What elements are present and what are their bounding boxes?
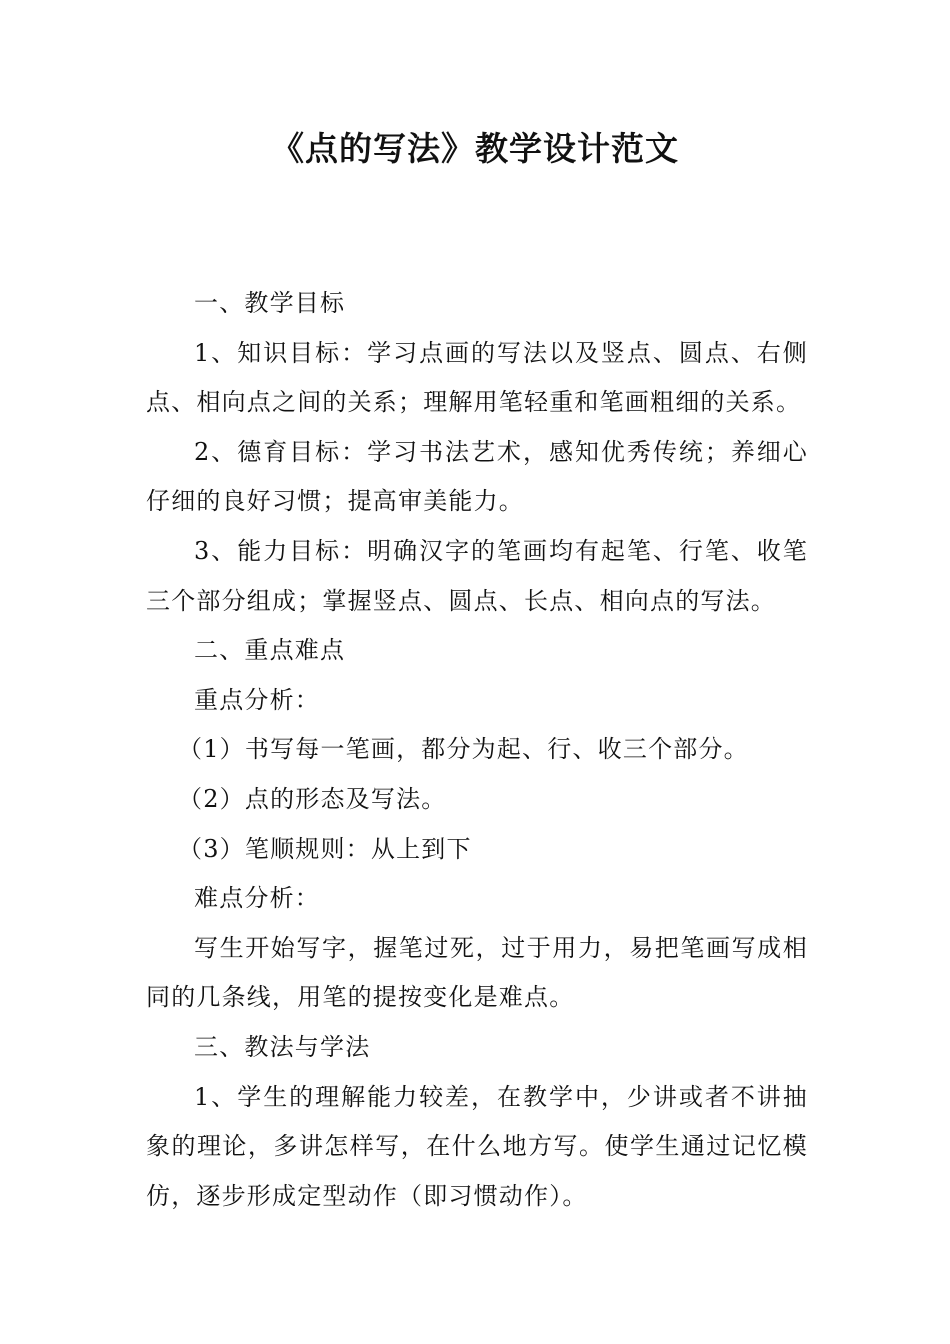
list-item-key-point-1: （1）书写每一笔画，都分为起、行、收三个部分。 [178, 735, 749, 764]
paragraph-difficulty: 写生开始写字，握笔过死，过于用力，易把笔画写成相同的几条线，用笔的提按变化是难点。 [146, 933, 808, 1012]
section-heading-methods: 三、教法与学法 [194, 1032, 371, 1061]
paragraph-moral-objective: 2、德育目标：学习书法艺术，感知优秀传统；养细心仔细的良好习惯；提高审美能力。 [146, 437, 808, 516]
paragraph-ability-objective: 3、能力目标：明确汉字的笔画均有起笔、行笔、收笔三个部分组成；掌握竖点、圆点、长点、相向点的写法。 [146, 536, 808, 615]
label-difficulty-analysis: 难点分析： [194, 884, 320, 913]
document-title: 《点的写法》教学设计范文 [271, 129, 679, 168]
paragraph-method-1: 1、学生的理解能力较差，在教学中，少讲或者不讲抽象的理论，多讲怎样写，在什么地方写。使学生通过记忆模仿，逐步形成定型动作（即习惯动作）。 [146, 1082, 808, 1210]
list-item-key-point-3: （3）笔顺规则：从上到下 [178, 834, 472, 863]
paragraph-knowledge-objective: 1、知识目标：学习点画的写法以及竖点、圆点、右侧点、相向点之间的关系；理解用笔轻重和笔画粗细的关系。 [146, 338, 808, 417]
label-key-point-analysis: 重点分析： [194, 685, 320, 714]
section-heading-objectives: 一、教学目标 [194, 289, 346, 317]
section-heading-key-points: 二、重点难点 [194, 636, 346, 665]
list-item-key-point-2: （2）点的形态及写法。 [178, 784, 447, 813]
document-body [146, 279, 808, 1221]
